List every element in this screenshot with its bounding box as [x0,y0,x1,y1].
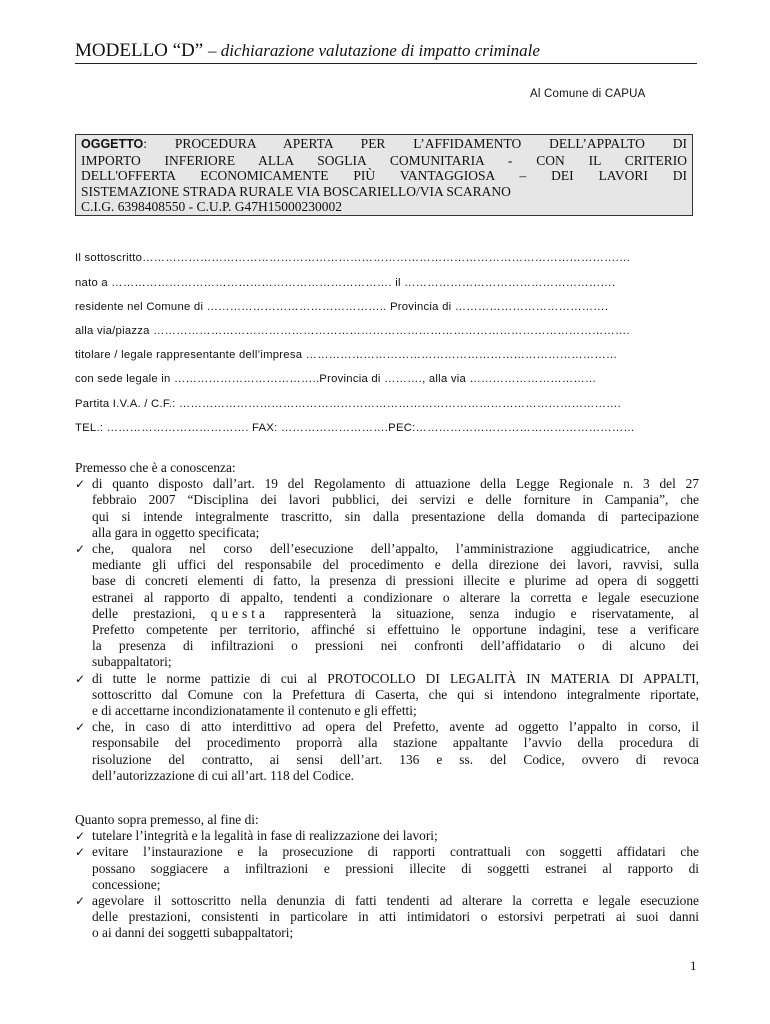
subject-line: IMPORTO INFERIORE ALLA SOGLIA COMUNITARIA - CON IL CRITERIO [81,152,687,168]
subject-box [75,134,693,216]
premise-item: ✓ che, qualora nel corso dell’esecuzione dell’appalto, l’amministrazione aggiudicatrice, anche mediante gli uffici del responsabile del procedimento e della direzione dei lavori, ravvisi, sulla base di concreti elementi di fatto, la presenza di pressioni illecite e plurime ad opera di soggetti estranei al rapporto di appalto, tendenti a condizionare o alterare la corretta e legale esecuzione delle prestazioni, questa rappresenterà la situazione, senza indugio e riservatamente, al Prefetto competente per territorio, affinché si effettuino le opportune indagini, tese a verificare la presenza di infiltrazioni o pressioni nei confronti dell’affidatario o di alcuno dei subappaltatori; [75,541,699,670]
subject-line: SISTEMAZIONE STRADA RURALE VIA BOSCARIELLO/VIA SCARANO [81,183,511,199]
form-line-vat[interactable]: Partita I.V.A. / C.F.: ……………………………………………………………………………………………………. [75,398,622,410]
checkmark-icon: ✓ [75,477,86,492]
purpose-item: ✓ tutelare l’integrità e la legalità in fase di realizzazione dei lavori; [75,828,438,844]
checkmark-icon: ✓ [75,845,86,860]
premise-item: ✓ di tutte le norme pattizie di cui al PROTOCOLLO DI LEGALITÀ IN MATERIA DI APPALTI, sottoscritto dal Comune con la Prefettura di Caserta, che qui si intendono integralmente riportate, e di accettarne incondizionatamente il contenuto e gli effetti; [75,670,699,719]
purpose-item: ✓ agevolare il sottoscritto nella denunzia di fatti tendenti ad alterare la corretta e legale esecuzione delle prestazioni, consistenti in particolare in atti intimidatori o estorsivi perpetrati ai suoi danni o ai danni dei soggetti subappaltatori; [75,893,699,941]
form-line-street[interactable]: alla via/piazza ……………………………………………………………………………………………………………. [75,325,630,337]
subject-line: C.I.G. 6398408550 - C.U.P. G47H15000230002 [81,199,343,214]
title-subtitle: – dichiarazione valutazione di impatto criminale [207,41,540,60]
checkmark-icon: ✓ [75,542,86,557]
header-divider [75,63,697,64]
purpose-item: ✓ evitare l’instaurazione e la prosecuzione di rapporti contrattuali con soggetti affidatari che possano soggiacere a infiltrazioni e pressioni illecite di soggetti estranei al rapporto di concessione; [75,844,699,892]
premise-item: ✓ che, in caso di atto interdittivo ad opera del Prefetto, avente ad oggetto l’appalto in corso, il responsabile del procedimento proporrà alla stazione appaltante l’avvio della procedura di risoluzione del contratto, ai sensi dell’art. 136 e ss. del Codice, ovvero di revoca dell’autorizzazione di cui all’art. 118 del Codice. [75,719,699,783]
subject-line: OGGETTO: PROCEDURA APERTA PER L’AFFIDAMENTO DELL’APPALTO DI [81,136,687,151]
form-line-contacts[interactable]: TEL.: ………………………………. FAX: ……………………….PEC:………………………………………………… [75,422,635,434]
form-line-residence[interactable]: residente nel Comune di ……………………………………….. Provincia di …………………………………. [75,301,609,313]
form-line-birth[interactable]: nato a ………………………………………………………………. il ………………………………………………. [75,277,616,289]
form-line-legal-seat[interactable]: con sede legale in ………………………………..Provincia di ………., alla via …………………………… [75,373,597,385]
purpose-intro: Quanto sopra premesso, al fine di: [75,812,259,827]
form-line-name[interactable]: Il sottoscritto…………………………………………………………………………………………………………….… [75,252,631,264]
checkmark-icon: ✓ [75,829,86,844]
title-main: MODELLO “D” [75,40,204,61]
document-title [75,40,695,62]
checkmark-icon: ✓ [75,720,86,735]
form-line-company[interactable]: titolare / legale rappresentante dell’impresa ……………………………………………………………………… [75,349,618,361]
checkmark-icon: ✓ [75,671,86,686]
premise-intro: Premesso che è a conoscenza: [75,460,236,475]
checkmark-icon: ✓ [75,894,86,909]
subject-line: DELL'OFFERTA ECONOMICAMENTE PIÙ VANTAGGIOSA – DEI LAVORI DI [81,168,687,183]
subject-label: OGGETTO [81,137,144,151]
purpose-section [75,812,699,942]
premise-item: ✓ di quanto disposto dall’art. 19 del Regolamento di attuazione della Legge Regionale n. 3 del 27 febbraio 2007 “Disciplina dei lavori pubblici, dei servizi e delle forniture in Campania”, che qui si intende integralmente trascritto, sin dalla presentazione della domanda di partecipazione alla gara in oggetto specificata; [75,476,699,540]
recipient-line: Al Comune di CAPUA [530,88,646,100]
premise-section [75,460,699,784]
page-number: 1 [690,958,697,973]
